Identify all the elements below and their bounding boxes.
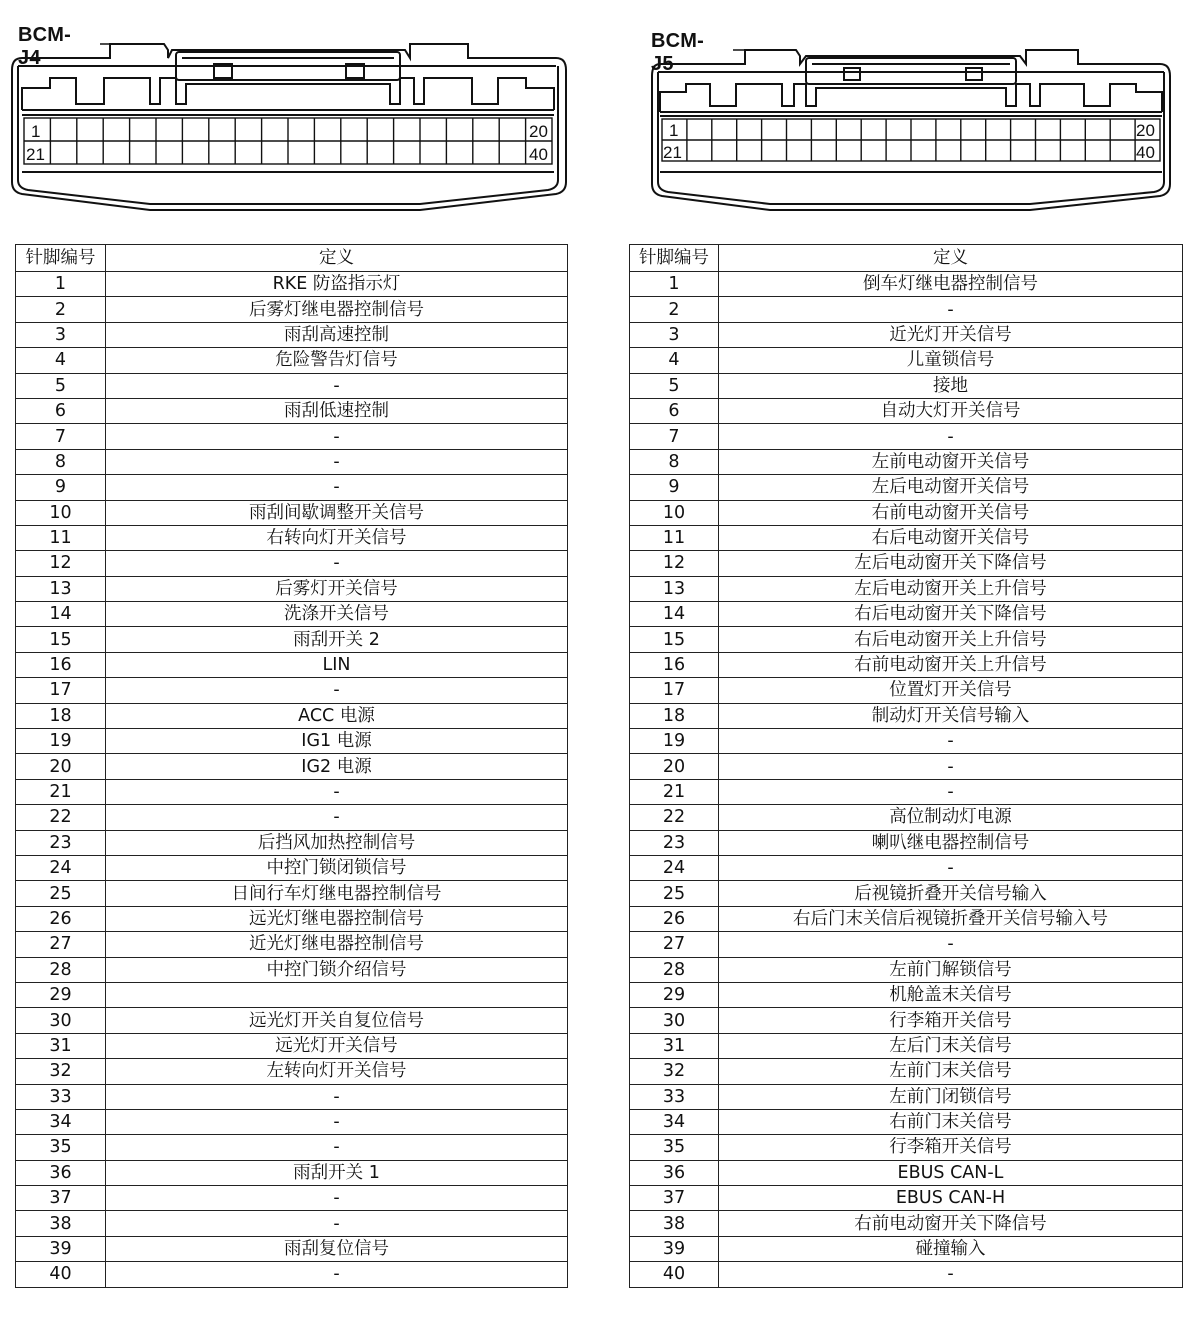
pin-number-cell: 27: [16, 932, 106, 957]
pin-label-20: 20: [529, 122, 548, 141]
pin-definition-cell: 碰撞输入: [719, 1236, 1183, 1261]
table-row: [630, 551, 1183, 576]
table-row: [630, 424, 1183, 449]
table-row: [16, 602, 568, 627]
header-pin: 针脚编号: [630, 245, 719, 272]
pin-number-cell: 7: [630, 424, 719, 449]
pin-number-cell: 18: [16, 703, 106, 728]
table-row: [630, 1236, 1183, 1261]
pin-number-cell: 19: [630, 729, 719, 754]
table-row: [16, 830, 568, 855]
pin-definition-cell: -: [106, 449, 568, 474]
table-row: [630, 475, 1183, 500]
pin-number-cell: 11: [630, 525, 719, 550]
pin-definition-cell: -: [106, 678, 568, 703]
table-row: [630, 272, 1183, 297]
pin-number-cell: 39: [16, 1236, 106, 1261]
table-row: [16, 322, 568, 347]
table-row: [16, 1211, 568, 1236]
pin-definition-cell: 中控门锁闭锁信号: [106, 855, 568, 880]
table-row: [16, 475, 568, 500]
pin-number-cell: 7: [16, 424, 106, 449]
pin-definition-cell: 洗涤开关信号: [106, 602, 568, 627]
table-row: [16, 1109, 568, 1134]
pin-definition-cell: 雨刮开关 2: [106, 627, 568, 652]
pin-definition-cell: -: [719, 729, 1183, 754]
table-row: [16, 1059, 568, 1084]
pin-definition-cell: 左后电动窗开关上升信号: [719, 576, 1183, 601]
table-row: [630, 1160, 1183, 1185]
pin-definition-cell: 右后电动窗开关信号: [719, 525, 1183, 550]
pin-number-cell: 13: [630, 576, 719, 601]
table-row: [16, 551, 568, 576]
pin-definition-cell: 自动大灯开关信号: [719, 398, 1183, 423]
pin-number-cell: 9: [630, 475, 719, 500]
pin-number-cell: 17: [630, 678, 719, 703]
pin-definition-cell: -: [106, 1135, 568, 1160]
pin-number-cell: 18: [630, 703, 719, 728]
pin-number-cell: 5: [630, 373, 719, 398]
table-row: [630, 678, 1183, 703]
pin-number-cell: 37: [630, 1186, 719, 1211]
pin-number-cell: 25: [16, 881, 106, 906]
pin-number-cell: 11: [16, 525, 106, 550]
table-row: [16, 932, 568, 957]
table-row: [630, 576, 1183, 601]
pin-number-cell: 4: [630, 348, 719, 373]
pin-number-cell: 16: [16, 652, 106, 677]
pin-number-cell: 32: [630, 1059, 719, 1084]
table-row: [630, 906, 1183, 931]
pin-definition-cell: 雨刮间歇调整开关信号: [106, 500, 568, 525]
pin-definition-cell: 左前门末关信号: [719, 1059, 1183, 1084]
pin-definition-cell: 右前门末关信号: [719, 1109, 1183, 1134]
pin-definition-cell: 倒车灯继电器控制信号: [719, 272, 1183, 297]
connector-title: BCM-J4: [18, 24, 72, 69]
pin-number-cell: 2: [630, 297, 719, 322]
pin-definition-cell: 接地: [719, 373, 1183, 398]
pin-number-cell: 30: [630, 1008, 719, 1033]
pin-number-cell: 21: [630, 779, 719, 804]
table-row: [630, 1262, 1183, 1287]
pin-definition-cell: IG2 电源: [106, 754, 568, 779]
pin-definition-cell: -: [719, 1262, 1183, 1287]
pin-definition-cell: 后视镜折叠开关信号输入: [719, 881, 1183, 906]
pin-definition-cell: 右前电动窗开关上升信号: [719, 652, 1183, 677]
pin-number-cell: 33: [16, 1084, 106, 1109]
pin-definition-cell: 中控门锁介绍信号: [106, 957, 568, 982]
table-row: [16, 881, 568, 906]
table-row: [16, 805, 568, 830]
table-row: [16, 957, 568, 982]
pin-definition-cell: -: [106, 373, 568, 398]
table-row: [630, 627, 1183, 652]
pin-definition-cell: IG1 电源: [106, 729, 568, 754]
pin-number-cell: 8: [630, 449, 719, 474]
table-row: [16, 1008, 568, 1033]
pin-definition-cell: 后雾灯继电器控制信号: [106, 297, 568, 322]
pin-number-cell: 40: [630, 1262, 719, 1287]
pin-label-40: 40: [529, 145, 548, 164]
table-row: [16, 1135, 568, 1160]
pin-definition-cell: 右后门末关信后视镜折叠开关信号输入号: [719, 906, 1183, 931]
table-row: [16, 855, 568, 880]
pin-definition-cell: 后雾灯开关信号: [106, 576, 568, 601]
pin-number-cell: 13: [16, 576, 106, 601]
table-row: [16, 1084, 568, 1109]
table-row: [630, 855, 1183, 880]
pin-number-cell: 26: [630, 906, 719, 931]
pin-definition-cell: 行李箱开关信号: [719, 1008, 1183, 1033]
table-row: [630, 373, 1183, 398]
table-row: [630, 1135, 1183, 1160]
pin-number-cell: 30: [16, 1008, 106, 1033]
pin-number-cell: 5: [16, 373, 106, 398]
pin-number-cell: 35: [630, 1135, 719, 1160]
pin-number-cell: 36: [16, 1160, 106, 1185]
table-row: [16, 652, 568, 677]
table-row: [16, 1033, 568, 1058]
pin-number-cell: 32: [16, 1059, 106, 1084]
table-row: [630, 830, 1183, 855]
pin-number-cell: 34: [16, 1109, 106, 1134]
pin-number-cell: 33: [630, 1084, 719, 1109]
pin-definition-cell: 右后电动窗开关下降信号: [719, 602, 1183, 627]
pin-number-cell: 20: [630, 754, 719, 779]
table-row: [630, 957, 1183, 982]
table-row: [630, 1211, 1183, 1236]
pin-definition-cell: -: [106, 551, 568, 576]
table-row: [16, 1160, 568, 1185]
pin-definition-cell: -: [106, 1186, 568, 1211]
table-row: [630, 525, 1183, 550]
pin-number-cell: 38: [630, 1211, 719, 1236]
pin-definition-cell: -: [106, 1262, 568, 1287]
pin-number-cell: 1: [630, 272, 719, 297]
pin-number-cell: 37: [16, 1186, 106, 1211]
pin-definition-cell: -: [719, 754, 1183, 779]
pin-definition-cell: 位置灯开关信号: [719, 678, 1183, 703]
pin-definition-cell: 高位制动灯电源: [719, 805, 1183, 830]
table-row: [16, 627, 568, 652]
pin-label-40: 40: [1136, 143, 1155, 162]
pin-number-cell: 1: [16, 272, 106, 297]
table-row: [16, 297, 568, 322]
pin-definition-cell: 左后电动窗开关信号: [719, 475, 1183, 500]
table-row: [16, 729, 568, 754]
table-row: [630, 729, 1183, 754]
table-row: [16, 576, 568, 601]
table-row: [630, 348, 1183, 373]
pin-number-cell: 9: [16, 475, 106, 500]
pin-definition-cell: RKE 防盗指示灯: [106, 272, 568, 297]
table-row: [16, 398, 568, 423]
table-row: [630, 652, 1183, 677]
pin-number-cell: 6: [630, 398, 719, 423]
pin-definition-cell: 雨刮高速控制: [106, 322, 568, 347]
pin-number-cell: 24: [630, 855, 719, 880]
pin-number-cell: 24: [16, 855, 106, 880]
pin-definition-cell: -: [719, 932, 1183, 957]
pin-number-cell: 17: [16, 678, 106, 703]
header-pin: 针脚编号: [16, 245, 106, 272]
pin-definition-cell: 右后电动窗开关上升信号: [719, 627, 1183, 652]
table-header-row: [16, 245, 568, 272]
pin-definition-cell: -: [106, 1109, 568, 1134]
table-row: [630, 500, 1183, 525]
pin-definition-cell: 右前电动窗开关下降信号: [719, 1211, 1183, 1236]
header-definition: 定义: [719, 245, 1183, 272]
table-row: [630, 297, 1183, 322]
table-row: [630, 1186, 1183, 1211]
pin-definition-cell: 制动灯开关信号输入: [719, 703, 1183, 728]
table-row: [630, 932, 1183, 957]
connector-diagram-j5: [600, 0, 1200, 240]
pin-number-cell: 31: [16, 1033, 106, 1058]
pin-definition-cell: LIN: [106, 652, 568, 677]
pin-number-cell: 23: [630, 830, 719, 855]
pin-definition-cell: -: [106, 424, 568, 449]
pin-definition-cell: -: [719, 424, 1183, 449]
pin-number-cell: 27: [630, 932, 719, 957]
table-row: [16, 424, 568, 449]
pin-definition-cell: 远光灯开关自复位信号: [106, 1008, 568, 1033]
pin-number-cell: 36: [630, 1160, 719, 1185]
pin-definition-cell: 喇叭继电器控制信号: [719, 830, 1183, 855]
pin-definition-cell: 后挡风加热控制信号: [106, 830, 568, 855]
pin-definition-cell: 近光灯继电器控制信号: [106, 932, 568, 957]
pin-number-cell: 15: [630, 627, 719, 652]
pin-definition-cell: 左前门闭锁信号: [719, 1084, 1183, 1109]
pin-definition-cell: -: [719, 297, 1183, 322]
pin-definition-cell: 儿童锁信号: [719, 348, 1183, 373]
pin-number-cell: 19: [16, 729, 106, 754]
pin-number-cell: 22: [630, 805, 719, 830]
pin-number-cell: 35: [16, 1135, 106, 1160]
pin-definition-cell: 左后门末关信号: [719, 1033, 1183, 1058]
pin-number-cell: 8: [16, 449, 106, 474]
table-row: [16, 779, 568, 804]
table-row: [630, 602, 1183, 627]
pin-number-cell: 39: [630, 1236, 719, 1261]
table-header-row: [630, 245, 1183, 272]
pin-number-cell: 4: [16, 348, 106, 373]
connector-diagram-j4: [0, 0, 600, 240]
pin-definition-cell: 行李箱开关信号: [719, 1135, 1183, 1160]
pin-definition-cell: 雨刮复位信号: [106, 1236, 568, 1261]
pin-definition-cell: 危险警告灯信号: [106, 348, 568, 373]
pin-number-cell: 21: [16, 779, 106, 804]
pin-label-1: 1: [669, 121, 679, 140]
pin-definition-cell: 左转向灯开关信号: [106, 1059, 568, 1084]
pin-label-21: 21: [663, 143, 682, 162]
table-row: [16, 754, 568, 779]
pin-definition-table-j5: [629, 244, 1183, 1288]
pin-number-cell: 25: [630, 881, 719, 906]
pin-number-cell: 12: [630, 551, 719, 576]
table-row: [16, 272, 568, 297]
pin-number-cell: 38: [16, 1211, 106, 1236]
pin-definition-cell: 远光灯开关信号: [106, 1033, 568, 1058]
pin-number-cell: 14: [16, 602, 106, 627]
table-row: [16, 449, 568, 474]
table-row: [16, 1186, 568, 1211]
table-row: [630, 754, 1183, 779]
table-row: [630, 1008, 1183, 1033]
table-row: [16, 982, 568, 1007]
pin-definition-table-j4: [15, 244, 568, 1288]
pin-definition-cell: 左前电动窗开关信号: [719, 449, 1183, 474]
pin-definition-cell: ACC 电源: [106, 703, 568, 728]
table-row: [630, 1084, 1183, 1109]
table-row: [630, 398, 1183, 423]
pin-definition-cell: 雨刮开关 1: [106, 1160, 568, 1185]
pin-definition-cell: 远光灯继电器控制信号: [106, 906, 568, 931]
pin-number-cell: 28: [16, 957, 106, 982]
pin-definition-cell: 右转向灯开关信号: [106, 525, 568, 550]
table-row: [630, 1059, 1183, 1084]
pin-label-20: 20: [1136, 121, 1155, 140]
pin-number-cell: 3: [630, 322, 719, 347]
pin-label-1: 1: [31, 122, 41, 141]
pin-definition-cell: -: [106, 475, 568, 500]
pin-definition-cell: EBUS CAN-H: [719, 1186, 1183, 1211]
table-row: [16, 1236, 568, 1261]
pin-definition-cell: -: [106, 1211, 568, 1236]
table-row: [16, 373, 568, 398]
pin-definition-cell: 近光灯开关信号: [719, 322, 1183, 347]
pin-number-cell: 34: [630, 1109, 719, 1134]
pin-number-cell: 12: [16, 551, 106, 576]
table-row: [630, 449, 1183, 474]
table-row: [16, 525, 568, 550]
table-row: [16, 906, 568, 931]
pin-label-21: 21: [26, 145, 45, 164]
pin-definition-cell: [106, 982, 568, 1007]
pin-definition-cell: EBUS CAN-L: [719, 1160, 1183, 1185]
table-row: [630, 982, 1183, 1007]
connector-title: BCM-J5: [651, 30, 705, 75]
pin-number-cell: 2: [16, 297, 106, 322]
table-row: [630, 805, 1183, 830]
pin-number-cell: 22: [16, 805, 106, 830]
pin-definition-cell: -: [106, 779, 568, 804]
pin-number-cell: 10: [16, 500, 106, 525]
pin-number-cell: 26: [16, 906, 106, 931]
pin-definition-cell: 左前门解锁信号: [719, 957, 1183, 982]
pin-number-cell: 14: [630, 602, 719, 627]
pin-definition-cell: 雨刮低速控制: [106, 398, 568, 423]
table-row: [16, 678, 568, 703]
pin-definition-cell: 日间行车灯继电器控制信号: [106, 881, 568, 906]
table-row: [630, 703, 1183, 728]
pin-number-cell: 15: [16, 627, 106, 652]
table-row: [630, 322, 1183, 347]
table-row: [16, 703, 568, 728]
table-row: [16, 500, 568, 525]
table-row: [630, 1109, 1183, 1134]
pin-number-cell: 28: [630, 957, 719, 982]
pin-number-cell: 3: [16, 322, 106, 347]
pin-number-cell: 29: [16, 982, 106, 1007]
table-row: [16, 1262, 568, 1287]
pin-number-cell: 23: [16, 830, 106, 855]
pin-definition-cell: -: [719, 855, 1183, 880]
pin-number-cell: 6: [16, 398, 106, 423]
pin-number-cell: 10: [630, 500, 719, 525]
pin-definition-cell: -: [106, 805, 568, 830]
table-row: [630, 1033, 1183, 1058]
table-row: [16, 348, 568, 373]
pin-number-cell: 29: [630, 982, 719, 1007]
pin-definition-cell: -: [719, 779, 1183, 804]
table-row: [630, 779, 1183, 804]
pin-number-cell: 16: [630, 652, 719, 677]
pin-definition-cell: 右前电动窗开关信号: [719, 500, 1183, 525]
pin-number-cell: 40: [16, 1262, 106, 1287]
pin-number-cell: 20: [16, 754, 106, 779]
table-row: [630, 881, 1183, 906]
pin-definition-cell: -: [106, 1084, 568, 1109]
pin-definition-cell: 机舱盖末关信号: [719, 982, 1183, 1007]
pin-definition-cell: 左后电动窗开关下降信号: [719, 551, 1183, 576]
header-definition: 定义: [106, 245, 568, 272]
pin-number-cell: 31: [630, 1033, 719, 1058]
